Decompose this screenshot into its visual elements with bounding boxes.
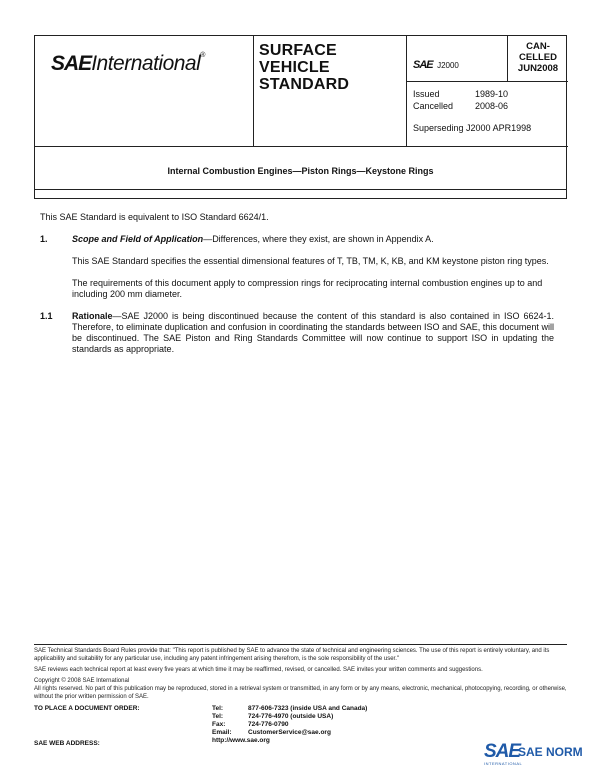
contact-value[interactable]: 724-776-4970 (outside USA) [248,713,334,720]
paragraph: The requirements of this document apply to compression rings for reciprocating internal combustion engines up to and including 200 mm diameter. [72,278,543,299]
contact-label: Fax: [212,721,226,728]
contact-label: Tel: [212,713,224,720]
sae-norm-stamp [484,741,583,767]
document-body [40,212,554,355]
header-divider [406,36,407,146]
section-title: Scope and Field of Application [72,234,204,244]
section-number: 1.1 [40,311,53,321]
rights-notice: All rights reserved. No part of this publication may be reproduced, stored in a retrieval system or transmitted, in any form or by any means, electronic, mechanical, photocopying, recording, or otherwise, without the prior written permission of SAE. [34,686,567,700]
contact-label: Email: [212,729,232,736]
contact-row [212,713,367,721]
logo-international-text: International [91,52,201,75]
web-address-link[interactable]: http://www.sae.org [212,737,270,744]
issued-label: Issued [413,89,440,99]
header-divider [253,36,254,146]
contact-row [212,705,367,713]
sae-international-logo [51,52,205,76]
issued-value: 1989-10 [475,89,509,99]
rules-notice: SAE Technical Standards Board Rules provide that: "This report is published by SAE to advance the state of technical and engineering sciences. The use of this report is entirely voluntary, and its applicability and suitability for any particular use, including any patent infringement arising therefrom, is the sole responsibility of the user." [34,648,550,662]
section-text: —SAE J2000 is being discontinued because the content of this standard is also contained in ISO 6624-1. Therefore, to eliminate duplication and confusion in coordinating the standards between ISO and SAE, this document will be discontinued. The SAE Piston and Ring Standards Committee will now continue to support ISO in updating the standards as appropriate. [72,311,554,354]
contact-list [212,705,367,745]
contact-email[interactable]: CustomerService@sae.org [248,729,331,736]
document-title: Internal Combustion Engines—Piston Rings—Keystone Rings [167,166,434,176]
status-line: CELLED [519,52,557,63]
standard-type-line: VEHICLE [259,59,330,76]
intro-text: This SAE Standard is equivalent to ISO Standard 6624/1. [40,212,269,222]
status-line: CAN- [526,41,550,52]
cancelled-status [508,41,568,74]
footer-notices [34,647,567,701]
trademark-mark: ® [200,52,206,59]
cancelled-label: Cancelled [413,101,454,111]
document-number [413,55,459,73]
stamp-sae-logo: SAE [484,741,521,762]
contact-value[interactable]: 877-606-7323 (inside USA and Canada) [248,705,368,712]
web-label: SAE WEB ADDRESS: [34,740,100,747]
copyright-notice: Copyright © 2008 SAE International [34,678,130,684]
doc-number-value: J2000 [437,61,459,70]
paragraph: This SAE Standard specifies the essential dimensional features of T, TB, TM, K, KB, and KM keystone piston ring types. [72,256,549,266]
review-notice: SAE reviews each technical report at least every five years at which time it may be reaffirmed, revised, or cancelled. SAE invites your written comments and suggestions. [34,667,483,673]
logo-sae-text: SAE [51,52,92,75]
standard-type-line: STANDARD [259,76,350,93]
section-text: —Differences, where they exist, are shown in Appendix A. [203,234,434,244]
superseding-text: Superseding J2000 APR1998 [413,123,532,133]
contact-row [212,721,367,729]
standard-type-line: SURFACE [259,42,337,59]
footer-rule [34,644,567,645]
doc-number-sae: SAE [413,59,433,71]
status-line: JUN2008 [517,63,559,74]
standard-type [259,42,349,93]
section-1 [40,234,554,245]
contact-value[interactable]: 724-776-0790 [248,721,289,728]
cancelled-value: 2008-06 [475,101,509,111]
order-label: TO PLACE A DOCUMENT ORDER: [34,705,140,712]
contact-label: Tel: [212,705,224,712]
stamp-subtext: INTERNATIONAL [484,761,523,766]
header-divider [406,81,568,82]
issue-dates [413,88,508,112]
section-1-1 [40,311,554,355]
section-number: 1. [40,234,48,244]
contact-row [212,729,367,737]
section-title: Rationale [72,311,113,321]
stamp-norm-text: SAE NORM [518,745,583,759]
